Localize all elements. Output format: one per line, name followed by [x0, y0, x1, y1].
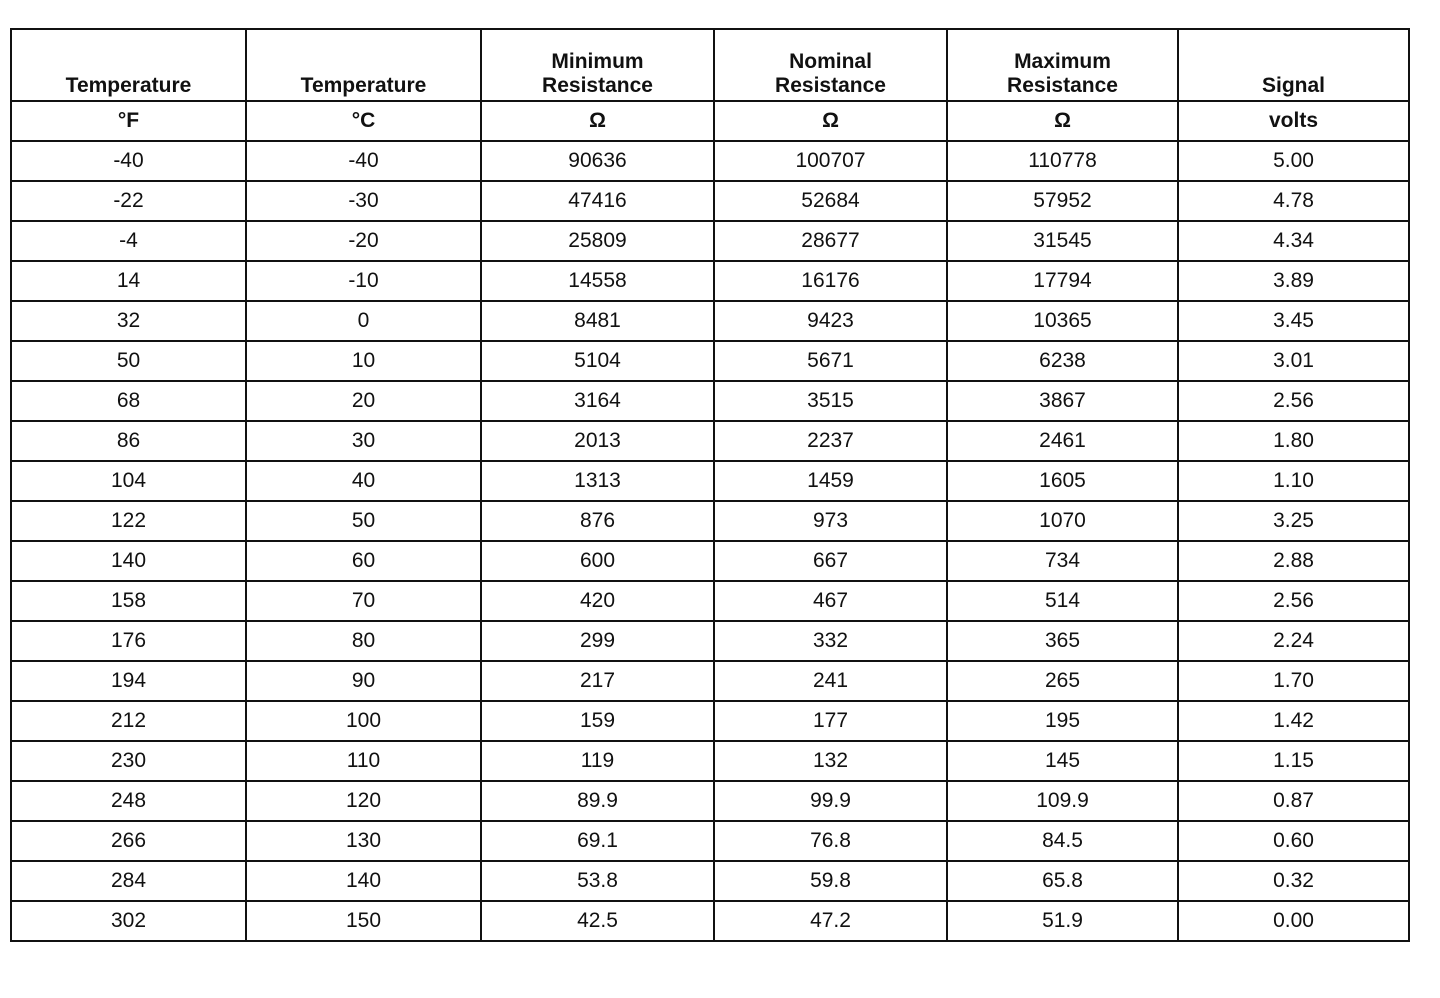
- header-line: Nominal: [789, 50, 872, 73]
- min-resistance-cell: 5104: [481, 341, 714, 381]
- temp-c-cell: -40: [246, 141, 481, 181]
- unit-cell: volts: [1178, 101, 1409, 141]
- table-row: [11, 221, 1409, 261]
- min-resistance-cell: 3164: [481, 381, 714, 421]
- temp-f-cell: 284: [11, 861, 246, 901]
- max-resistance-cell: 514: [947, 581, 1178, 621]
- max-resistance-cell: 195: [947, 701, 1178, 741]
- min-resistance-cell: 159: [481, 701, 714, 741]
- unit-cell: °F: [11, 101, 246, 141]
- max-resistance-cell: 145: [947, 741, 1178, 781]
- header-line: Resistance: [1007, 74, 1118, 97]
- temp-f-cell: 230: [11, 741, 246, 781]
- min-resistance-cell: 47416: [481, 181, 714, 221]
- temp-c-cell: 20: [246, 381, 481, 421]
- max-resistance-cell: 109.9: [947, 781, 1178, 821]
- table-row: [11, 781, 1409, 821]
- header-temperature-c: [246, 29, 481, 101]
- signal-cell: 2.24: [1178, 621, 1409, 661]
- table-row: [11, 141, 1409, 181]
- nominal-resistance-cell: 99.9: [714, 781, 947, 821]
- temp-c-cell: 130: [246, 821, 481, 861]
- min-resistance-cell: 876: [481, 501, 714, 541]
- nominal-resistance-cell: 1459: [714, 461, 947, 501]
- nominal-resistance-cell: 467: [714, 581, 947, 621]
- signal-cell: 3.25: [1178, 501, 1409, 541]
- temp-f-cell: -4: [11, 221, 246, 261]
- min-resistance-cell: 1313: [481, 461, 714, 501]
- temp-c-cell: 40: [246, 461, 481, 501]
- header-line: Signal: [1261, 74, 1325, 97]
- signal-cell: 4.34: [1178, 221, 1409, 261]
- min-resistance-cell: 69.1: [481, 821, 714, 861]
- table-row: [11, 621, 1409, 661]
- nominal-resistance-cell: 9423: [714, 301, 947, 341]
- signal-cell: 0.87: [1178, 781, 1409, 821]
- temp-c-cell: 120: [246, 781, 481, 821]
- temp-c-cell: 140: [246, 861, 481, 901]
- nominal-resistance-cell: 667: [714, 541, 947, 581]
- header-line: Resistance: [542, 74, 653, 97]
- nominal-resistance-cell: 132: [714, 741, 947, 781]
- min-resistance-cell: 90636: [481, 141, 714, 181]
- header-signal: [1178, 29, 1409, 101]
- max-resistance-cell: 31545: [947, 221, 1178, 261]
- table-row: [11, 821, 1409, 861]
- unit-cell: Ω: [481, 101, 714, 141]
- table-row: [11, 261, 1409, 301]
- nominal-resistance-cell: 3515: [714, 381, 947, 421]
- signal-cell: 3.01: [1178, 341, 1409, 381]
- max-resistance-cell: 51.9: [947, 901, 1178, 941]
- min-resistance-cell: 217: [481, 661, 714, 701]
- nominal-resistance-cell: 5671: [714, 341, 947, 381]
- signal-cell: 1.10: [1178, 461, 1409, 501]
- header-line: Temperature: [65, 74, 192, 97]
- temp-f-cell: 122: [11, 501, 246, 541]
- header-line: Maximum: [1014, 50, 1111, 73]
- table-row: [11, 581, 1409, 621]
- temp-f-cell: 302: [11, 901, 246, 941]
- table-row: [11, 701, 1409, 741]
- table-row: [11, 381, 1409, 421]
- table-row: [11, 501, 1409, 541]
- table-row: [11, 301, 1409, 341]
- header-maximum-resistance: [947, 29, 1178, 101]
- max-resistance-cell: 84.5: [947, 821, 1178, 861]
- signal-cell: 3.89: [1178, 261, 1409, 301]
- header-row: [11, 29, 1409, 101]
- table-row: [11, 341, 1409, 381]
- unit-cell: Ω: [947, 101, 1178, 141]
- max-resistance-cell: 734: [947, 541, 1178, 581]
- temp-f-cell: 32: [11, 301, 246, 341]
- temp-c-cell: -30: [246, 181, 481, 221]
- temp-f-cell: 14: [11, 261, 246, 301]
- min-resistance-cell: 119: [481, 741, 714, 781]
- signal-cell: 4.78: [1178, 181, 1409, 221]
- max-resistance-cell: 1605: [947, 461, 1178, 501]
- max-resistance-cell: 1070: [947, 501, 1178, 541]
- nominal-resistance-cell: 47.2: [714, 901, 947, 941]
- signal-cell: 2.56: [1178, 581, 1409, 621]
- signal-cell: 3.45: [1178, 301, 1409, 341]
- temp-c-cell: 100: [246, 701, 481, 741]
- temp-c-cell: 30: [246, 421, 481, 461]
- max-resistance-cell: 65.8: [947, 861, 1178, 901]
- nominal-resistance-cell: 241: [714, 661, 947, 701]
- min-resistance-cell: 2013: [481, 421, 714, 461]
- min-resistance-cell: 42.5: [481, 901, 714, 941]
- nominal-resistance-cell: 59.8: [714, 861, 947, 901]
- max-resistance-cell: 6238: [947, 341, 1178, 381]
- nominal-resistance-cell: 100707: [714, 141, 947, 181]
- max-resistance-cell: 110778: [947, 141, 1178, 181]
- nominal-resistance-cell: 52684: [714, 181, 947, 221]
- nominal-resistance-cell: 76.8: [714, 821, 947, 861]
- temp-f-cell: 86: [11, 421, 246, 461]
- max-resistance-cell: 265: [947, 661, 1178, 701]
- temp-f-cell: 194: [11, 661, 246, 701]
- temp-f-cell: -22: [11, 181, 246, 221]
- temp-c-cell: 80: [246, 621, 481, 661]
- temp-c-cell: 60: [246, 541, 481, 581]
- temp-c-cell: 10: [246, 341, 481, 381]
- signal-cell: 0.60: [1178, 821, 1409, 861]
- nominal-resistance-cell: 177: [714, 701, 947, 741]
- temp-c-cell: 0: [246, 301, 481, 341]
- temp-f-cell: 158: [11, 581, 246, 621]
- nominal-resistance-cell: 28677: [714, 221, 947, 261]
- temp-f-cell: 266: [11, 821, 246, 861]
- temp-c-cell: -20: [246, 221, 481, 261]
- temp-f-cell: 248: [11, 781, 246, 821]
- min-resistance-cell: 53.8: [481, 861, 714, 901]
- header-nominal-resistance: [714, 29, 947, 101]
- min-resistance-cell: 25809: [481, 221, 714, 261]
- temp-f-cell: 140: [11, 541, 246, 581]
- min-resistance-cell: 14558: [481, 261, 714, 301]
- signal-cell: 5.00: [1178, 141, 1409, 181]
- temp-c-cell: 150: [246, 901, 481, 941]
- temp-c-cell: 50: [246, 501, 481, 541]
- signal-cell: 2.88: [1178, 541, 1409, 581]
- header-line: Temperature: [300, 74, 427, 97]
- temperature-resistance-table: [10, 28, 1410, 942]
- nominal-resistance-cell: 332: [714, 621, 947, 661]
- nominal-resistance-cell: 2237: [714, 421, 947, 461]
- table-row: [11, 741, 1409, 781]
- table-row: [11, 421, 1409, 461]
- signal-cell: 1.15: [1178, 741, 1409, 781]
- temp-c-cell: 90: [246, 661, 481, 701]
- signal-cell: 0.00: [1178, 901, 1409, 941]
- header-line: Resistance: [775, 74, 886, 97]
- table-row: [11, 861, 1409, 901]
- min-resistance-cell: 89.9: [481, 781, 714, 821]
- signal-cell: 2.56: [1178, 381, 1409, 421]
- temp-f-cell: 212: [11, 701, 246, 741]
- temp-f-cell: -40: [11, 141, 246, 181]
- units-row: [11, 101, 1409, 141]
- max-resistance-cell: 2461: [947, 421, 1178, 461]
- max-resistance-cell: 3867: [947, 381, 1178, 421]
- max-resistance-cell: 17794: [947, 261, 1178, 301]
- table-row: [11, 661, 1409, 701]
- signal-cell: 1.42: [1178, 701, 1409, 741]
- table-row: [11, 541, 1409, 581]
- temp-f-cell: 176: [11, 621, 246, 661]
- table-body: [11, 141, 1409, 941]
- min-resistance-cell: 299: [481, 621, 714, 661]
- table-row: [11, 901, 1409, 941]
- temp-f-cell: 68: [11, 381, 246, 421]
- table-row: [11, 461, 1409, 501]
- header-temperature-f: [11, 29, 246, 101]
- table-row: [11, 181, 1409, 221]
- max-resistance-cell: 365: [947, 621, 1178, 661]
- temp-f-cell: 50: [11, 341, 246, 381]
- nominal-resistance-cell: 973: [714, 501, 947, 541]
- max-resistance-cell: 57952: [947, 181, 1178, 221]
- temp-f-cell: 104: [11, 461, 246, 501]
- temp-c-cell: 110: [246, 741, 481, 781]
- temp-c-cell: 70: [246, 581, 481, 621]
- min-resistance-cell: 8481: [481, 301, 714, 341]
- unit-cell: °C: [246, 101, 481, 141]
- header-minimum-resistance: [481, 29, 714, 101]
- unit-cell: Ω: [714, 101, 947, 141]
- temp-c-cell: -10: [246, 261, 481, 301]
- signal-cell: 1.70: [1178, 661, 1409, 701]
- signal-cell: 1.80: [1178, 421, 1409, 461]
- signal-cell: 0.32: [1178, 861, 1409, 901]
- max-resistance-cell: 10365: [947, 301, 1178, 341]
- min-resistance-cell: 420: [481, 581, 714, 621]
- min-resistance-cell: 600: [481, 541, 714, 581]
- nominal-resistance-cell: 16176: [714, 261, 947, 301]
- header-line: Minimum: [551, 50, 644, 73]
